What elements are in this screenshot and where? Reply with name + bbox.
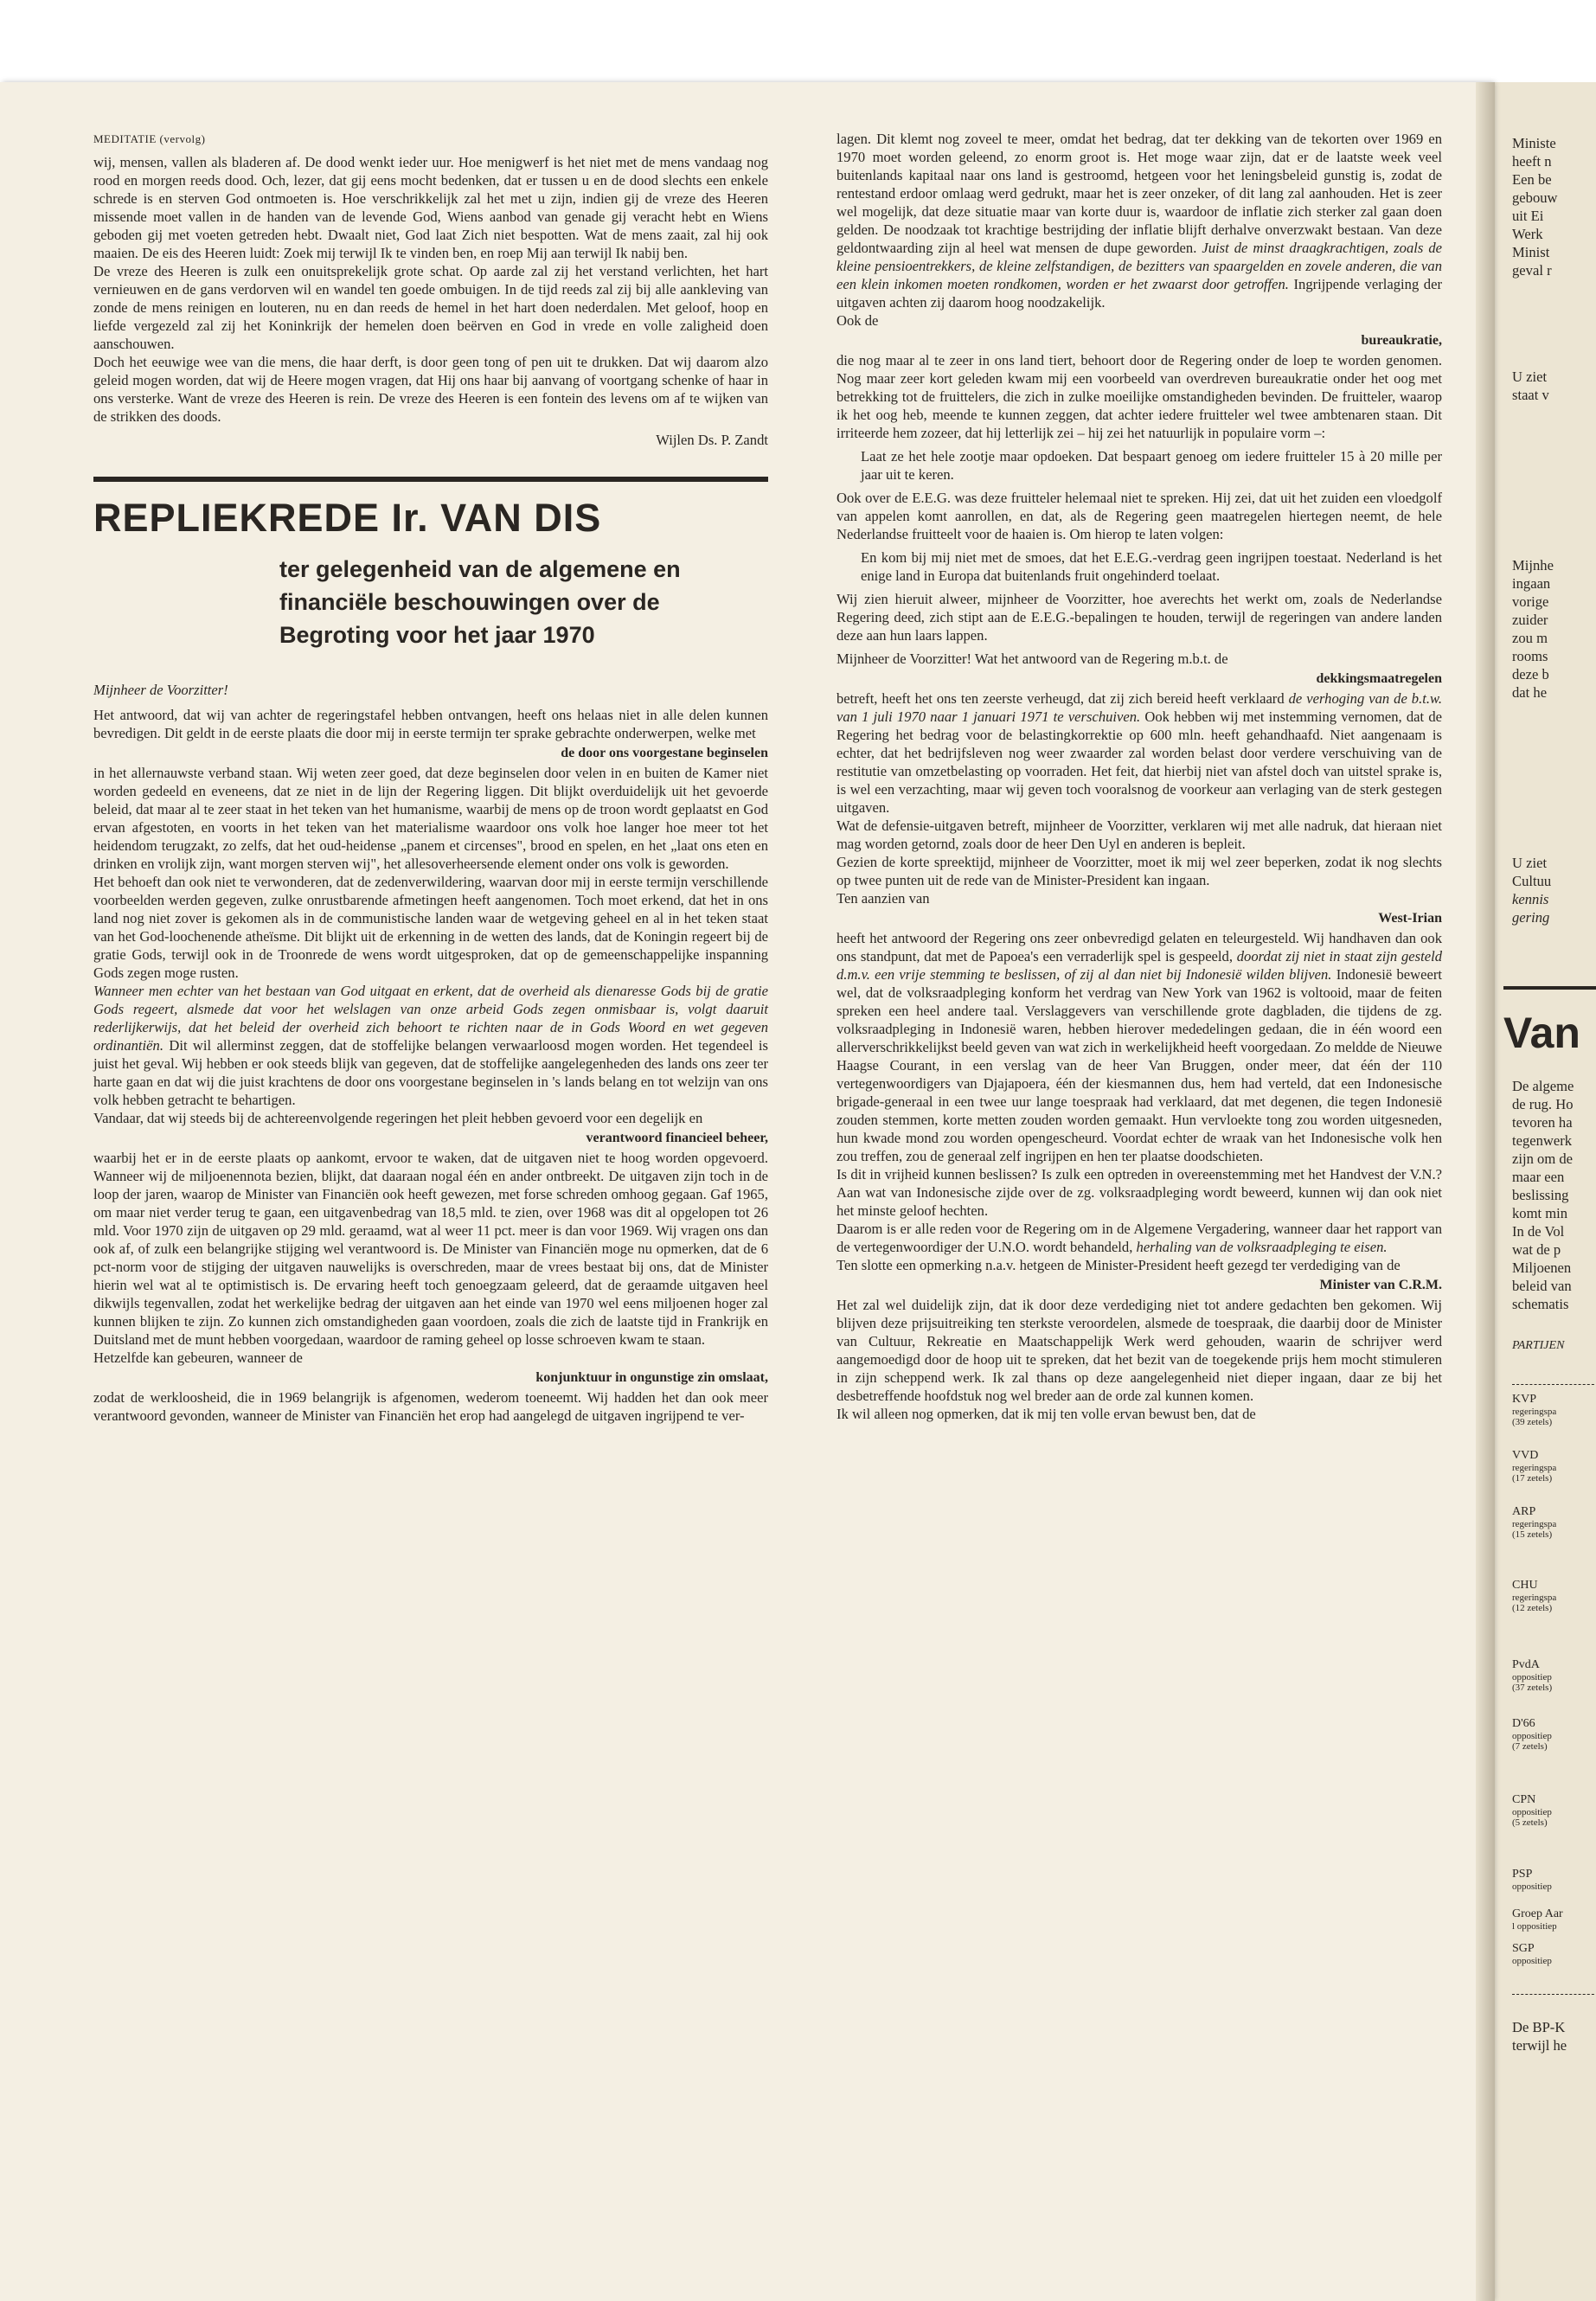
adjacent-line: Ministe [1512,135,1556,151]
paragraph: Is dit in vrijheid kunnen beslissen? Is zulk een optreden in overeenstemming met het Handvest der V.N.? Aan wat van Indonesische zijde over de zg. volksraadpleging wordt beweerd, kunnen wij dan ook niet het minste geloof hechten. [836,1166,1442,1219]
party-entry: CPN oppositiep (5 zetels) [1512,1793,1552,1828]
adjacent-line: maar een [1512,1169,1565,1185]
subheading: Minister van C.R.M. [1319,1278,1442,1292]
subheading: verantwoord financieel beheer, [586,1131,768,1145]
subheading: bureaukratie, [1361,333,1442,348]
adjacent-line: Mijnhe [1512,557,1554,574]
paragraph: in het allernauwste verband staan. Wij weten zeer goed, dat deze beginselen door velen in en buiten de Kamer niet worden gedeeld en eveneens, dat ze niet in de lijn der Regering liggen. Dit blijkt overduidelijk uit het gevoerde beleid, dat maar al te zeer staat in het teken van het humanisme, waarbij de mens op de troon wordt geplaatst en God ervan afgestoten, en voorts in het teken van het materialisme waardoor ons volk hoe langer hoe meer tot het heidendom terugzakt, zo zelfs, dat het oud-heidense „panem et circenses", brood en spelen, en het „laat ons eten en drinken en vrolijk zijn, want morgen sterven wij", het allesoverheersende element onder ons volk is geworden. [93,765,768,872]
subheading: konjunktuur in ongunstige zin omslaat, [535,1370,768,1385]
adjacent-line: Werk [1512,226,1543,242]
party-entry: Groep Aar l oppositiep [1512,1907,1563,1932]
left-column [93,130,768,1425]
party-entry: PSP oppositiep [1512,1868,1552,1892]
paragraph: die nog maar al te zeer in ons land tiert, behoort door de Regering onder de loep te worden genomen. Nog maar zeer kort geleden kwam mij een voorbeeld van overdreven bureaukratie onder het oog met betrekking tot de fruittelers, die zich in zulke moeilijke omstandigheden bevinden. De fruitteler, waarop ik het oog heb, meende te kunnen zeggen, dat achter iedere fruitteler wel twee ambtenaren staan. Dit irriteerde hem zozeer, dat hij letterlijk zei – hij zei het natuurlijk in populaire vorm –: [836,352,1442,441]
emphasis: herhaling van de volksraadpleging te eisen. [1136,1239,1388,1255]
party-entry: D'66 oppositiep (7 zetels) [1512,1717,1552,1752]
article-subtitle: ter gelegenheid van de algemene en financiële beschouwingen over de Begroting voor het jaar 1970 [279,556,681,648]
paragraph: Doch het eeuwige wee van die mens, die haar derft, is door geen tong of pen uit te drukken. Dat wij daarom alzo geleid mogen worden, dat wij de Heere mogen vragen, dat Hij ons haar bij aanvang of voortgang schenke of haar in ons versterke. Want de vreze des Heeren is rein. De vreze des Heeren is een fontein des levens om af te wijken van de strikken des doods. [93,354,768,425]
subheading: de door ons voorgestane beginselen [561,746,768,760]
adjacent-line: ingaan [1512,575,1551,592]
adjacent-title: Van [1503,1009,1580,1057]
salutation: Mijnheer de Voorzitter! [93,682,228,698]
party-entry: KVP regeringspa (39 zetels) [1512,1393,1557,1427]
quote: Laat ze het hele zootje maar opdoeken. Dat bespaart genoeg om iedere fruitteler 15 à 20 mille per jaar uit te keren. [861,448,1442,483]
party-entry: SGP oppositiep [1512,1942,1552,1966]
paragraph: zodat de werkloosheid, die in 1969 belangrijk is afgenomen, wederom toeneemt. Wij hadden het dan ook meer verantwoord gevonden, wanneer de Minister van Financiën het erop had aangelegd de uitgaven ingrijpend te ver- [93,1389,768,1424]
adjacent-line: geval r [1512,262,1552,279]
adjacent-line: kennis [1512,891,1549,907]
paragraph: lagen. Dit klemt nog zoveel te meer, omdat het bedrag, dat ter dekking van de tekorten over 1969 en 1970 moet worden geleend, zo enorm groot is. Het moge waar zijn, dat er de laatste week veel buitenlands kapitaal naar ons land is gestroomd, hetgeen voor het leningsbeleid gunstig is, zodat de rentestand erdoor omlaag werd gedrukt, maar het is zeer onzeker, of dit lang zal aanhouden. Het is zeer wel mogelijk, dat deze situatie maar van korte duur is, waardoor de inflatie zich sterker zal gaan doen gelden. De noodzaak tot krachtige bestrijding der inflatie blijft derhalve onverzwakt bestaan. Van deze geldontwaarding zijn al heel wat mensen de dupe geworden. Juist de minst draagkrachtigen, zoals de kleine pensioentrekkers, de kleine zelfstandigen, de bezitters van spaargelden en zovele anderen, die van een klein inkomen moeten rondkomen, worden er het zwaarst door getroffen. Ingrijpende verlaging der uitgaven achten zij daarom hoog noodzakelijk. [836,131,1442,311]
adjacent-line: tevoren ha [1512,1114,1573,1131]
adjacent-line: De BP-K [1512,2019,1566,2035]
paragraph: Daarom is er alle reden voor de Regering om in de Algemene Vergadering, wanneer daar het rapport van de vertegenwoordiger der U.N.O. wordt behandeld, herhaling van de volksraadpleging te eisen. [836,1221,1442,1255]
paragraph: Vandaar, dat wij steeds bij de achtereenvolgende regeringen het pleit hebben gevoerd voor een degelijk en [93,1110,703,1126]
party-entry: CHU regeringspa (12 zetels) [1512,1579,1557,1613]
section-rule [93,477,768,482]
adjacent-line: In de Vol [1512,1223,1565,1240]
adjacent-line: gebouw [1512,189,1558,206]
adjacent-line: Cultuu [1512,873,1552,889]
signature: Wijlen Ds. P. Zandt [656,432,768,448]
adjacent-line: zijn om de [1512,1150,1574,1167]
adjacent-line: wat de p [1512,1241,1561,1258]
adjacent-line: gering [1512,909,1550,926]
paragraph: Het behoeft dan ook niet te verwonderen, dat de zedenverwildering, waarvan door mij in eerste termijn verschillende voorbeelden werden gegeven, zulke onrustbarende afmetingen heeft aangenomen. Toch moet erkend, dat het in ons land nog niet zover is gekomen als in de communistische landen waar de wetgeving geheel en al in het teken staat van het God-loochenende atheïsme. Dit blijkt uit de erkenning in de wetten des lands, dat de Koningin regeert bij de gratie Gods, terwijl ook in de Troonrede de wens wordt uitgesproken, dat op de gemeenschappelijke inspanning Gods zegen moge rusten. [93,874,768,981]
subheading: West-Irian [1378,911,1442,926]
adjacent-line: U ziet [1512,855,1548,871]
adjacent-line: tegenwerk [1512,1132,1573,1149]
running-head: MEDITATIE (vervolg) [93,132,206,145]
emphasis: Juist de minst draagkrachtigen, zoals de kleine pensioentrekkers, de kleine zelfstandigen, de bezitters van spaargelden en zovele anderen, die van een klein inkomen moeten rondkomen, worden er het zwaarst door getroffen. [836,240,1442,292]
adjacent-rule [1503,986,1596,990]
paragraph: Wij zien hieruit alweer, mijnheer de Voorzitter, hoe averechts het werkt om, zoals de Nederlandse Regering deed, zich stipt aan de E.E.G.-bepalingen te houden, terwijl de regeringen van andere landen deze aan hun laars lappen. [836,591,1442,644]
adjacent-line: U ziet [1512,369,1548,385]
paragraph: Wat de defensie-uitgaven betreft, mijnheer de Voorzitter, verklaren wij met alle nadruk, dat hieraan niet mag worden getornd, zoals door de heer Den Uyl en anderen is bepleit. [836,817,1442,852]
adjacent-line: zou m [1512,630,1548,646]
paragraph: Het antwoord, dat wij van achter de regeringstafel hebben ontvangen, heeft ons helaas niet in alle delen kunnen bevredigen. Dit geldt in de eerste plaats die door mij in eerste termijn ter sprake gebrachte onderwerpen, welke met [93,707,768,741]
party-entry: PvdA oppositiep (37 zetels) [1512,1658,1553,1693]
paragraph: Gezien de korte spreektijd, mijnheer de Voorzitter, moet ik mij wel zeer beperken, zodat ik nog slechts op twee punten uit de rede van de Minister-President kan ingaan. [836,854,1442,888]
paragraph: Wanneer men echter van het bestaan van God uitgaat en erkent, dat de overheid als dienaresse Gods bij de gratie Gods regeert, alsmede dat voor het welslagen van onze arbeid Gods zegen onmisbaar is, volgt daaruit rederlijkerwijs, dat het beleid der overheid zich behoort te richten naar de in Gods Woord en wet gegeven ordinantiën. Dit wil allerminst zeggen, dat de stoffelijke belangen verwaarloosd mogen worden. Het tegendeel is juist het geval. Wij hebben er ook steeds blijk van gegeven, dat de stoffelijke aangelegenheden des lands ons zeer ter harte gaan en dat wij die juist krachtens de door ons voorgestane beginselen in 's lands belang en tot welzijn van ons volk hebben getracht te behartigen. [93,983,768,1108]
adjacent-line: schematis [1512,1296,1569,1312]
parties-header: PARTIJEN [1512,1339,1565,1352]
subheading: dekkingsmaatregelen [1316,671,1442,686]
adjacent-line: staat v [1512,387,1549,403]
right-column [836,130,1442,1423]
adjacent-line: rooms [1512,648,1548,664]
paragraph: waarbij het er in de eerste plaats op aankomt, ervoor te waken, dat de uitgaven niet te hoog worden opgevoerd. Wanneer wij de miljoenennota bezien, blijkt, dat daaraan nogal één en ander ontbreekt. De uitgaven zijn toch in de loop der jaren, waarop de Minister van Financiën ook heeft gewezen, met forse schreden omhoog gegaan. Gaf 1965, om maar niet verder terug te gaan, een uitgavenbedrag van 18,5 mld. te zien, over 1968 was dit al opgelopen tot 26 mld. Voor 1970 zijn de uitgaven op 29 mld. geraamd, wat al weer 11 pct. meer is dan voor 1969. Wij vragen ons dan ook af, of zulk een belangrijke stijging wel verantwoord is. De Minister van Financiën moge nu opmerken, dat de 6 pct-norm voor de stijging der uitgaven nauwelijks is overschreden, maar de vrees bestaat bij ons, dat de Minister hierin wel wat al te optimistisch is. De ervaring heeft toch genoegzaam geleerd, dat de geraamde uitgaven heel dikwijls tegenvallen, zodat het werkelijke bedrag der uitgaven aan het einde van 1970 wel eens miljoenen hoger zal kunnen blijken te zijn. Zo kunnen zich omstandigheden gaan voordoen, zoals die zich de laatste tijd in Frankrijk en Duitsland met de munt hebben voorgedaan, waardoor de raming geheel op losse schroeven kwam te staan. [93,1150,768,1348]
paragraph: Hetzelfde kan gebeuren, wanneer de [93,1349,303,1366]
paragraph: betreft, heeft het ons ten zeerste verheugd, dat zij zich bereid heeft verklaard de verhoging van de b.t.w. van 1 juli 1970 naar 1 januari 1971 te verschuiven. Ook hebben wij met instemming vernomen, dat de Regering het bedrag voor de belastingkorrektie op 600 mln. heeft gehandhaafd. Niet aangenaam is echter, dat het bedrijfsleven nog weer zwaarder zal worden belast door verdere verschuiving van de restitutie van omzetbelasting op voorraden. Het feit, dat hierbij niet van afstel doch van uitstel sprake is, is wel een verzachting, maar wij geven toch vooralsnog de voorkeur aan verlaging van de sterk gestegen uitgaven. [836,690,1442,816]
paragraph: Ook de [836,312,879,329]
adjacent-line: deze b [1512,666,1549,683]
party-entry: VVD regeringspa (17 zetels) [1512,1449,1557,1484]
adjacent-line: heeft n [1512,153,1552,170]
paragraph: Ik wil alleen nog opmerken, dat ik mij ten volle ervan bewust ben, dat de [836,1406,1256,1422]
emphasis: de verhoging van de b.t.w. van 1 juli 1970 naar 1 januari 1971 te verschuiven. [836,690,1442,725]
article-headline: REPLIEKREDE Ir. VAN DIS [93,496,602,540]
adjacent-line: Een be [1512,171,1552,188]
adjacent-line: Minist [1512,244,1550,260]
paragraph: Ten slotte een opmerking n.a.v. hetgeen de Minister-President heeft gezegd ter verdediging van de [836,1257,1401,1273]
paragraph: heeft het antwoord der Regering ons zeer onbevredigd gelaten en teleurgesteld. Wij handhaven dan ook ons standpunt, dat met de Papoea's een verraderlijk spel is gespeeld, doordat zij niet in staat zijn gesteld d.m.v. een vrije stemming te beslissen, of zij al dan niet bij Indonesië wilden blijven. Indonesië beweert wel, dat de volksraadpleging konform het verdrag van New York van 1962 is voltooid, maar de feiten spreken een heel andere taal. Verslaggevers van verschillende grote dagbladen, die tijdens de zg. volksraadpleging in Indonesië waren, hebben hierover mededelingen gedaan, die in één woord een allerverschrikkelijkst beeld geven van wat zich in werkelijkheid heeft voorgedaan. Zo meldde de Nieuwe Haagse Courant, in een verslag van de heer Van Bruggen, onder meer, dat één der 110 vertegenwoordigers van Djajapoera, één der kiesmannen dus, hem had verteld, dat een Indonesische brigade-generaal in een twee uur lange toespraak had verklaard, dat met degenen, die tegen Indonesië zouden stemmen, korte metten zouden worden gemaakt. Hun vervloekte tong zou worden uitgesneden, hun kwade mond zou worden opengescheurd. Voordat echter de wraak van het Indonesische volk hen zou treffen, zou de generaal zelf ingrijpen en hen ter plaatse doodschieten. [836,930,1442,1164]
paragraph: wij, mensen, vallen als bladeren af. De dood wenkt ieder uur. Hoe menigwerf is het niet met de mens vandaag nog rood en morgen reeds dood. Och, lezer, dat gij eens mocht bedenken, dat er tussen u en de dood slechts een enkele schrede is en sterven God ontmoeten is. Hoe verschrikkelijk zal het met u zijn, indien gij de vreze des Heeren missende moet vallen in de handen van de levende God, Wiens aanbod van genade gij veracht hebt en Wiens geboden gij met voeten getreden hebt. Dwaalt niet, God laat Zich niet bespotten. Wat de mens zaait, zal hij ook maaien. De eis des Heeren luidt: Zoek mij terwijl Ik te vinden ben, en roep Mij aan terwijl Ik nabij ben. [93,154,768,261]
emphasis: Wanneer men echter van het bestaan van God uitgaat en erkent, dat de overheid als dienaresse Gods bij de gratie Gods regeert, alsmede dat voor het welslagen van onze arbeid Gods zegen onmisbaar is, volgt daaruit rederlijkerwijs, dat het beleid der overheid zich behoort te richten naar de in Gods Woord en wet gegeven ordinantiën. [93,983,768,1054]
adjacent-line: beslissing [1512,1187,1569,1203]
adjacent-line: De algeme [1512,1078,1574,1094]
paragraph: Ook over de E.E.G. was deze fruitteler helemaal niet te spreken. Hij zei, dat uit het zuiden een vloedgolf van appelen komt aanrollen, en dat, als de Regering geen maatregelen hiertegen neemt, de hele Nederlandse fruitteelt voor de haaien is. Om hierop te laten volgen: [836,490,1442,542]
adjacent-line: dat he [1512,684,1548,701]
adjacent-line: de rug. Ho [1512,1096,1574,1112]
adjacent-line: vorige [1512,593,1549,610]
party-entry: ARP regeringspa (15 zetels) [1512,1505,1557,1540]
emphasis: doordat zij niet in staat zijn gesteld d.m.v. een vrije stemming te beslissen, of zij al dan niet bij Indonesië wilden blijven. [836,948,1442,983]
adjacent-line: Miljoenen [1512,1259,1572,1276]
paragraph: De vreze des Heeren is zulk een onuitsprekelijk grote schat. Op aarde zal zij het verstand verlichten, het hart vernieuwen en de gans verdorven wil en wandel ten goede ombuigen. In de tijd reeds zal zij bij alle aankleving van zonde de mens reinigen en louteren, nu en dan reeds de hemel in het hart doen nederdalen. Met geloof, hoop en liefde vergezeld zal zij het Koninkrijk der hemelen doen beërven en God in vrede en volle zaligheid doen aanschouwen. [93,263,768,352]
adjacent-line: beleid van [1512,1278,1572,1294]
paragraph: Het zal wel duidelijk zijn, dat ik door deze verdediging niet tot andere gedachten ben gekomen. Wij blijven deze prijsuitreiking ten sterkste veroordelen, alsmede de toespraak, die daarbij door de Minister van Cultuur, Rekreatie en Maatschappelijk Werk werd gehouden, waarin de schrijver werd aangemoedigd door de hoop uit te spreken, dat het bezit van de toegekende prijs hem mocht stimuleren in zijn scheppend werk. Ik zal thans op deze aangelegenheid niet dieper ingaan, daar ze bij het desbetreffende hoofdstuk nog wel breder aan de orde zal kunnen komen. [836,1297,1442,1404]
page-gutter [1476,82,1495,2301]
quote: En kom bij mij niet met de smoes, dat het E.E.G.-verdrag geen ingrijpen toestaat. Nederland is het enige land in Europa dat buitenlands fruit ongehinderd toelaat. [861,549,1442,584]
adjacent-line: terwijl he [1512,2037,1567,2054]
adjacent-line: uit Ei [1512,208,1544,224]
paragraph: Mijnheer de Voorzitter! Wat het antwoord van de Regering m.b.t. de [836,651,1228,667]
adjacent-page [1495,82,1596,2301]
adjacent-line: zuider [1512,612,1548,628]
paragraph: Ten aanzien van [836,890,930,907]
adjacent-line: komt min [1512,1205,1568,1221]
